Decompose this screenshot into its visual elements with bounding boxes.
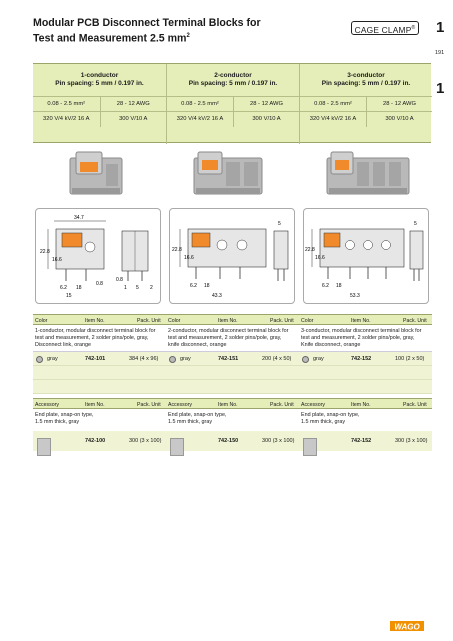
spec-heading: 1-conductor	[80, 72, 119, 79]
accessory-description: End plate, snap-on type, 1.5 mm thick, gray	[35, 412, 94, 425]
dim-c: 15	[66, 293, 72, 299]
product-pack: 200 (4 x 50)	[262, 356, 292, 362]
drawing-1-conductor	[35, 208, 161, 304]
dim-a: 6.2	[60, 285, 67, 291]
spec-column	[166, 64, 299, 144]
accessory-column	[166, 398, 299, 451]
spec-awg: 28 - 12 AWG	[100, 97, 167, 112]
end-plate-image	[303, 438, 317, 456]
table-header	[299, 398, 432, 409]
dim-height-2: 16.6	[184, 255, 194, 261]
header-item: Item No.	[85, 318, 105, 324]
spec-rating: 320 V/4 kV/2 16 A	[309, 116, 357, 122]
blank-row	[166, 366, 299, 380]
spec-title	[167, 72, 299, 88]
dim-width: 34.7	[74, 215, 84, 221]
product-description: 1-conductor, modular disconnect terminal block for test and measurement, 2 solder pins/pole, gray, Disconnect link, orange	[33, 325, 166, 352]
brand-mark: ®	[411, 25, 416, 31]
dim-height-2: 16.6	[52, 257, 62, 263]
title-superscript: 2	[186, 32, 190, 39]
title-line-1: Modular PCB Disconnect Terminal Blocks for	[33, 17, 261, 29]
spec-title	[300, 72, 432, 88]
table-row[interactable]	[33, 431, 166, 451]
tab-section: 1	[436, 80, 445, 97]
tab-number: 1	[436, 19, 445, 36]
spec-rating: 320 V/4 kV/2 16 A	[43, 116, 90, 122]
spec-row	[300, 96, 432, 111]
accessory-description: End plate, snap-on type, 1.5 mm thick, gray	[168, 412, 227, 425]
product-pack: 384 (4 x 96)	[129, 356, 159, 362]
spec-ul: 300 V/10 A	[366, 112, 432, 127]
spec-row	[300, 111, 432, 126]
accessory-item-no: 742-152	[351, 438, 372, 444]
header-color: Color	[301, 318, 314, 324]
header-pack: Pack. Unit	[270, 402, 294, 408]
spec-pin-spacing: Pin spacing: 5 mm / 0.197 in.	[55, 80, 144, 87]
color-swatch	[36, 356, 43, 363]
header-pack: Pack. Unit	[137, 402, 161, 408]
dim-c: 53.3	[350, 293, 360, 299]
brand-text: CAGE CLAMP	[354, 24, 412, 35]
dim-a: 6.2	[322, 283, 329, 289]
dim-f: 1	[124, 285, 127, 291]
spec-title	[33, 72, 166, 88]
header-item: Item No.	[218, 318, 238, 324]
spec-row	[167, 111, 299, 126]
product-photo-3-conductor	[323, 148, 413, 202]
dim-b: 18	[336, 283, 342, 289]
spec-pin-spacing: Pin spacing: 5 mm / 0.197 in.	[188, 80, 278, 87]
page-title	[33, 17, 333, 45]
product-description: 3-conductor, modular disconnect terminal block for test and measurement, 2 solder pins/pole, gray, Knife disconnect, orange	[299, 325, 432, 352]
table-header	[166, 398, 299, 409]
table-row[interactable]	[166, 431, 299, 451]
dim-g: 5	[136, 285, 139, 291]
spec-row	[33, 111, 166, 126]
spec-ul: 300 V/10 A	[100, 112, 167, 127]
header-pack: Pack. Unit	[270, 318, 294, 324]
accessory-column	[299, 398, 432, 451]
spec-awg: 28 - 12 AWG	[233, 97, 299, 112]
dim-d: 0.8	[96, 281, 103, 287]
table-row[interactable]	[33, 352, 166, 366]
accessory-pack: 300 (3 x 100)	[262, 438, 295, 444]
dim-height: 22.8	[305, 247, 315, 253]
spec-awg: 28 - 12 AWG	[366, 97, 432, 112]
header-accessory: Accessory	[168, 402, 192, 408]
spec-table	[33, 63, 431, 143]
end-plate-image	[170, 438, 184, 456]
spec-row	[167, 96, 299, 111]
spec-range: 0.08 - 2.5 mm²	[47, 101, 86, 107]
dim-b: 18	[204, 283, 210, 289]
table-header	[299, 314, 432, 325]
table-header	[166, 314, 299, 325]
dim-width: 5	[278, 221, 281, 227]
spec-row	[33, 96, 166, 111]
product-item-no: 742-151	[218, 356, 239, 362]
dim-a: 6.2	[190, 283, 197, 289]
spec-pin-spacing: Pin spacing: 5 mm / 0.197 in.	[321, 80, 411, 87]
dim-e: 0.8	[116, 277, 123, 283]
accessory-item-no: 742-100	[85, 438, 106, 444]
product-color: gray	[313, 356, 324, 362]
product-color: gray	[47, 356, 58, 362]
drawing-3-conductor	[303, 208, 429, 304]
accessory-description: End plate, snap-on type, 1.5 mm thick, gray	[301, 412, 360, 425]
table-header	[33, 314, 166, 325]
dim-height-2: 16.6	[315, 255, 325, 261]
dim-h: 2	[150, 285, 153, 291]
blank-row	[299, 380, 432, 394]
dim-b: 18	[76, 285, 82, 291]
blank-row	[33, 366, 166, 380]
spec-ul: 300 V/10 A	[233, 112, 299, 127]
dimension-drawings	[33, 208, 431, 308]
accessory-table	[33, 398, 431, 458]
blank-row	[166, 380, 299, 394]
header-item: Item No.	[218, 402, 238, 408]
accessory-pack: 300 (3 x 100)	[129, 438, 162, 444]
header-color: Color	[168, 318, 181, 324]
product-photo-1-conductor	[62, 148, 132, 202]
spec-column	[299, 64, 432, 144]
table-row[interactable]	[299, 431, 432, 451]
spec-column	[33, 64, 166, 144]
accessory-pack: 300 (3 x 100)	[395, 438, 428, 444]
product-pack: 100 (2 x 50)	[395, 356, 425, 362]
header-item: Item No.	[85, 402, 105, 408]
product-column	[299, 314, 432, 394]
wago-logo	[390, 620, 426, 632]
product-column	[166, 314, 299, 394]
product-item-no: 742-152	[351, 356, 372, 362]
wago-logo-text: WAGO	[394, 622, 420, 632]
blank-row	[299, 366, 432, 380]
table-header	[33, 398, 166, 409]
dim-c: 43.3	[212, 293, 222, 299]
spec-range: 0.08 - 2.5 mm²	[181, 101, 219, 107]
product-table	[33, 314, 431, 404]
drawing-2-conductor	[169, 208, 295, 304]
product-item-no: 742-101	[85, 356, 106, 362]
spec-heading: 3-conductor	[347, 72, 385, 79]
brand-logo	[351, 21, 419, 35]
accessory-item-no: 742-150	[218, 438, 239, 444]
header-accessory: Accessory	[301, 402, 325, 408]
end-plate-image	[37, 438, 51, 456]
dim-height: 22.8	[172, 247, 182, 253]
header-item: Item No.	[351, 402, 371, 408]
product-description: 2-conductor, modular disconnect terminal block for test and measurement, 2 solder pins/pole, gray, knife disconnect, orange	[166, 325, 299, 352]
dim-height: 22.8	[40, 249, 50, 255]
header-color: Color	[35, 318, 48, 324]
header-accessory: Accessory	[35, 402, 59, 408]
accessory-column	[33, 398, 166, 451]
blank-row	[33, 380, 166, 394]
table-row[interactable]	[166, 352, 299, 366]
spec-rating: 320 V/4 kV/2 16 A	[176, 116, 224, 122]
color-swatch	[169, 356, 176, 363]
header-pack: Pack. Unit	[403, 318, 427, 324]
spec-range: 0.08 - 2.5 mm²	[314, 101, 352, 107]
header-item: Item No.	[351, 318, 371, 324]
table-row[interactable]	[299, 352, 432, 366]
dim-width: 5	[414, 221, 417, 227]
header-pack: Pack. Unit	[137, 318, 161, 324]
title-line-2: Test and Measurement 2.5 mm	[33, 32, 187, 45]
product-photo-2-conductor	[188, 148, 268, 202]
spec-heading: 2-conductor	[214, 72, 252, 79]
product-column	[33, 314, 166, 394]
product-color: gray	[180, 356, 191, 362]
header-pack: Pack. Unit	[403, 402, 427, 408]
tab-page: 191	[435, 50, 445, 56]
color-swatch	[302, 356, 309, 363]
